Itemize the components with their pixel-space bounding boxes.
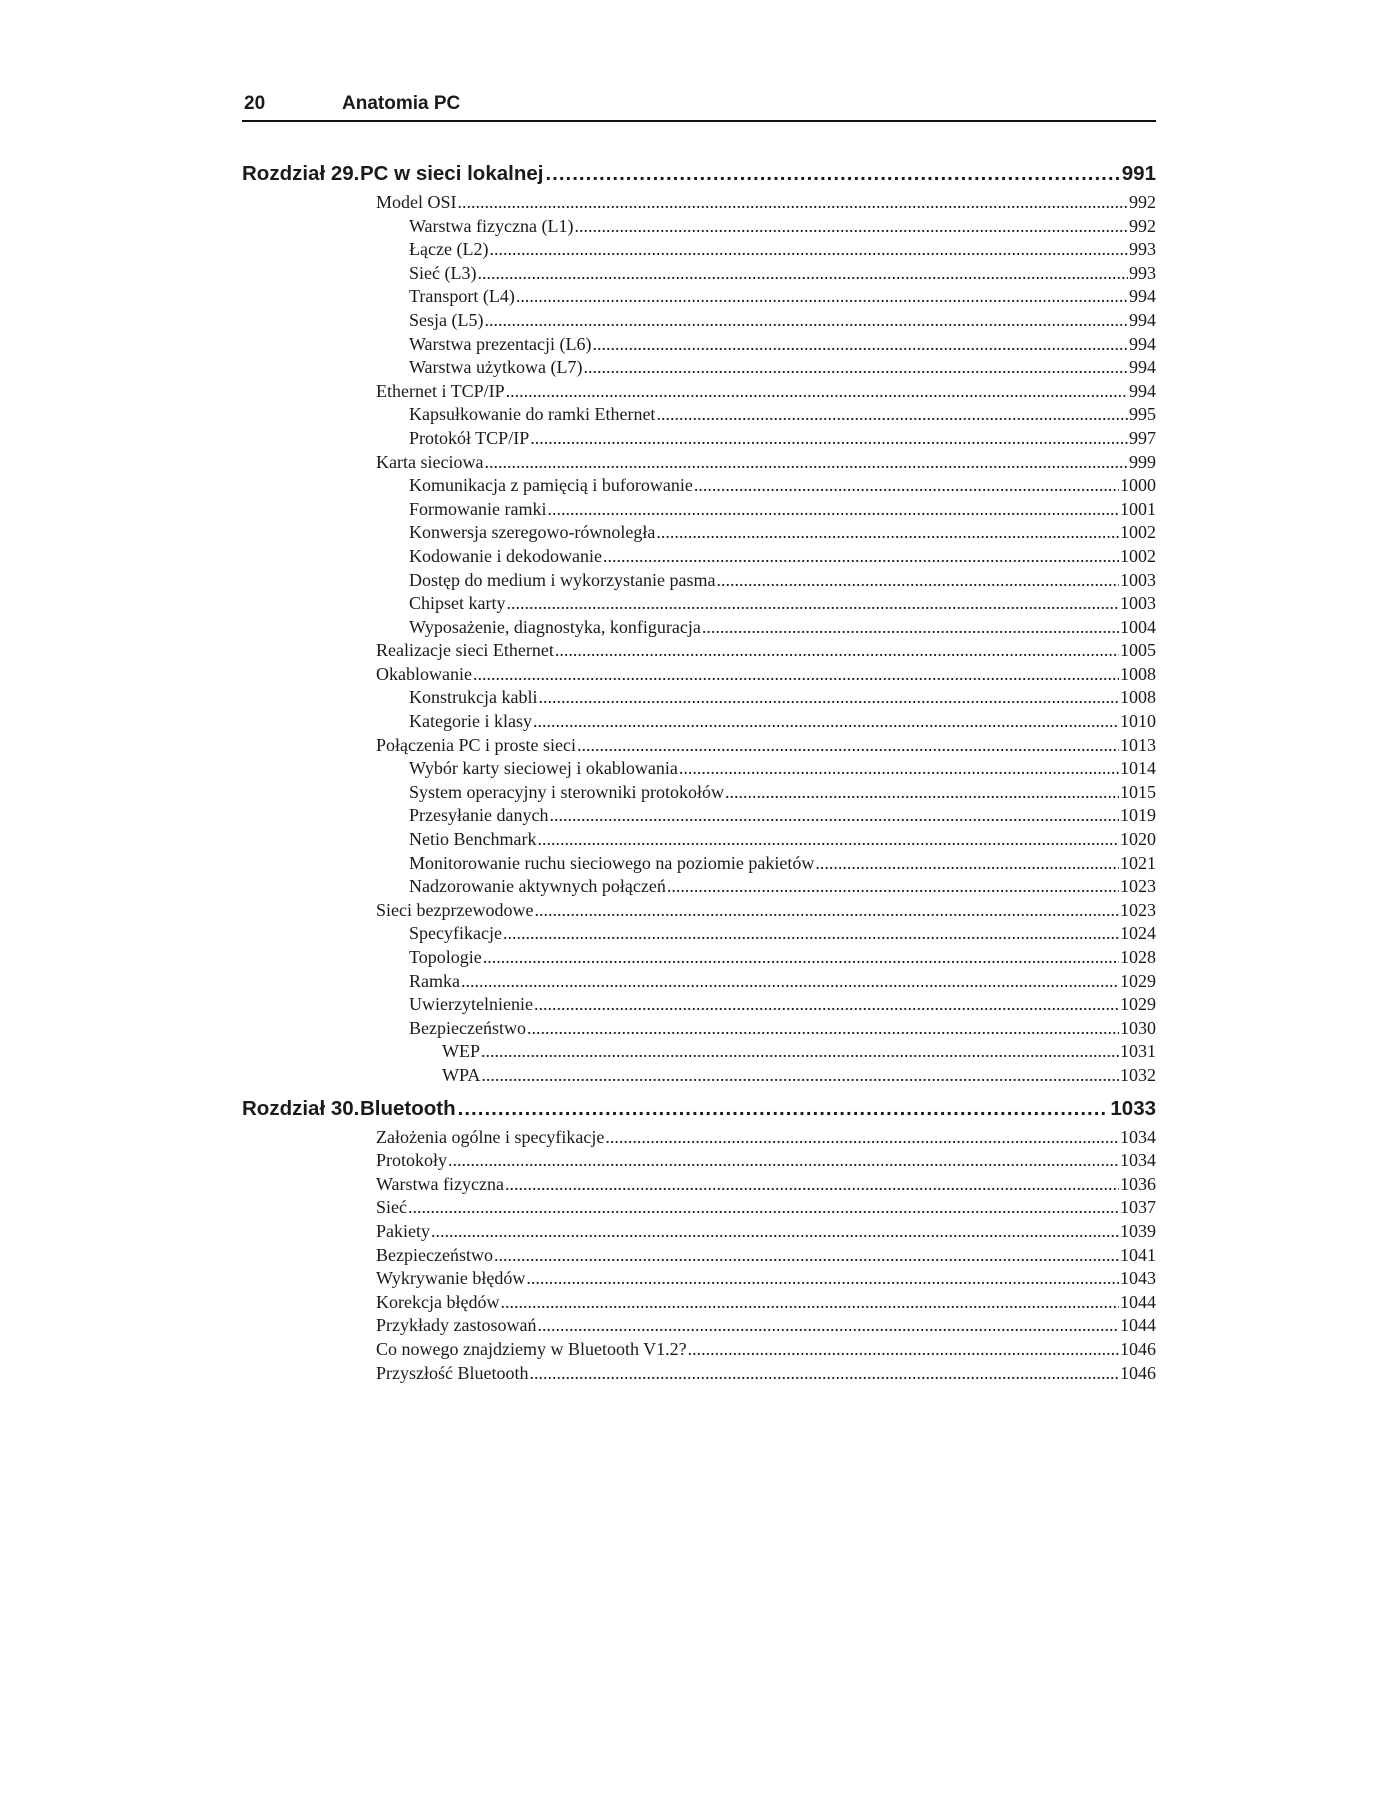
toc-entry[interactable] xyxy=(242,263,1156,287)
toc-entry-page: 994 xyxy=(1129,286,1156,307)
toc-entry[interactable] xyxy=(242,475,1156,499)
chapter-label: Rozdział 30. xyxy=(242,1096,360,1120)
toc-entry-page: 1019 xyxy=(1120,805,1156,826)
toc-entry-title: Realizacje sieci Ethernet xyxy=(376,640,554,661)
toc-entry-page: 1000 xyxy=(1120,475,1156,496)
toc-entry-page: 1024 xyxy=(1120,923,1156,944)
toc-entry-title: Wykrywanie błędów xyxy=(376,1268,526,1289)
toc-entry-page: 1002 xyxy=(1120,545,1156,566)
leader-dots xyxy=(547,499,1119,520)
toc-entry-page: 1023 xyxy=(1120,876,1156,897)
toc-entry[interactable] xyxy=(242,829,1156,853)
leader-dots xyxy=(603,546,1119,567)
toc-entry[interactable] xyxy=(242,782,1156,806)
toc-entry-title: Karta sieciowa xyxy=(376,451,484,472)
toc-entry-page: 1034 xyxy=(1120,1150,1156,1171)
toc-entry-title: Przyszłość Bluetooth xyxy=(376,1362,529,1383)
toc-entry[interactable] xyxy=(242,216,1156,240)
toc-entry-title: Przykłady zastosowań xyxy=(376,1315,537,1336)
toc-entry[interactable] xyxy=(242,192,1156,216)
leader-dots xyxy=(679,758,1119,779)
leader-dots xyxy=(481,1065,1119,1086)
toc-entry-title: Warstwa prezentacji (L6) xyxy=(409,333,592,354)
leader-dots xyxy=(592,334,1128,355)
toc-entry[interactable] xyxy=(242,1065,1156,1089)
toc-entry-title: System operacyjny i sterowniki protokołów xyxy=(409,781,724,802)
leader-dots xyxy=(656,522,1119,543)
toc-entry-page: 1008 xyxy=(1120,663,1156,684)
leader-dots xyxy=(483,947,1119,968)
toc-entry-title: WPA xyxy=(442,1064,481,1085)
toc-entry[interactable] xyxy=(242,357,1156,381)
toc-entry[interactable] xyxy=(242,758,1156,782)
toc-entry[interactable] xyxy=(242,593,1156,617)
leader-dots xyxy=(516,286,1128,307)
toc-entry-title: Warstwa fizyczna (L1) xyxy=(409,215,574,236)
toc-entry-title: Kategorie i klasy xyxy=(409,711,532,732)
toc-entry-title: Nadzorowanie aktywnych połączeń xyxy=(409,876,666,897)
toc-entry-title: Co nowego znajdziemy w Bluetooth V1.2? xyxy=(376,1338,687,1359)
leader-dots xyxy=(481,1041,1119,1062)
leader-dots xyxy=(702,617,1119,638)
toc-entry-title: Ramka xyxy=(409,970,460,991)
toc-entry-page: 995 xyxy=(1129,404,1156,425)
toc-entry-page: 1044 xyxy=(1120,1315,1156,1336)
toc-entry-page: 1034 xyxy=(1120,1126,1156,1147)
toc-entry-page: 1021 xyxy=(1120,852,1156,873)
toc-entry[interactable] xyxy=(242,735,1156,759)
toc-entry-page: 993 xyxy=(1129,262,1156,283)
leader-dots xyxy=(574,216,1128,237)
chapter-heading[interactable] xyxy=(242,1097,1156,1127)
leader-dots xyxy=(527,1018,1119,1039)
toc-entry-page: 1005 xyxy=(1120,640,1156,661)
toc-entry-title: Sieć xyxy=(376,1197,407,1218)
toc-entry-page: 1002 xyxy=(1120,522,1156,543)
toc-entry-title: Sesja (L5) xyxy=(409,309,484,330)
leader-dots xyxy=(555,640,1119,661)
toc-entry-page: 1029 xyxy=(1120,994,1156,1015)
toc-entry[interactable] xyxy=(242,452,1156,476)
leader-dots xyxy=(529,1363,1119,1384)
leader-dots xyxy=(577,735,1119,756)
toc-entry-title: Model OSI xyxy=(376,192,457,212)
toc-entry[interactable] xyxy=(242,1127,1156,1151)
toc-entry[interactable] xyxy=(242,687,1156,711)
toc-entry[interactable] xyxy=(242,900,1156,924)
toc-entry-page: 1013 xyxy=(1120,734,1156,755)
toc-entry-page: 1037 xyxy=(1120,1197,1156,1218)
toc-entry-title: Protokół TCP/IP xyxy=(409,427,530,448)
leader-dots xyxy=(507,593,1120,614)
leader-dots xyxy=(458,1097,1109,1121)
toc-entry-title: Monitorowanie ruchu sieciowego na poziomie pakietów xyxy=(409,852,815,873)
toc-entry-page: 1028 xyxy=(1120,947,1156,967)
leader-dots xyxy=(537,829,1119,850)
leader-dots xyxy=(503,923,1119,944)
toc-entry[interactable] xyxy=(242,640,1156,664)
leader-dots xyxy=(656,404,1128,425)
toc-entry[interactable] xyxy=(242,546,1156,570)
toc-entry[interactable] xyxy=(242,570,1156,594)
toc-entry-title: Warstwa użytkowa (L7) xyxy=(409,357,583,378)
toc-entry-page: 1030 xyxy=(1120,1017,1156,1038)
toc-entry-title: Konwersja szeregowo-równoległa xyxy=(409,522,656,543)
leader-dots xyxy=(688,1339,1119,1360)
leader-dots xyxy=(473,664,1119,685)
toc-entry[interactable] xyxy=(242,971,1156,995)
toc-entry[interactable] xyxy=(242,1197,1156,1221)
toc-entry-title: Przesyłanie danych xyxy=(409,805,549,826)
toc-entry-title: Protokoły xyxy=(376,1150,448,1171)
leader-dots xyxy=(538,687,1119,708)
toc-entry-page: 1023 xyxy=(1120,899,1156,920)
toc-entry[interactable] xyxy=(242,1041,1156,1065)
leader-dots xyxy=(477,263,1128,284)
leader-dots xyxy=(815,853,1119,874)
toc-entry-title: Warstwa fizyczna xyxy=(376,1173,504,1194)
leader-dots xyxy=(545,162,1119,186)
leader-dots xyxy=(605,1127,1119,1148)
toc-entry-page: 999 xyxy=(1129,451,1156,472)
toc-entry-page: 1031 xyxy=(1120,1041,1156,1062)
toc-entry[interactable] xyxy=(242,947,1156,971)
toc-entry[interactable] xyxy=(242,428,1156,452)
toc-entry-page: 1046 xyxy=(1120,1362,1156,1383)
toc-entry[interactable] xyxy=(242,1315,1156,1339)
chapter-title: PC w sieci lokalnej xyxy=(360,162,544,185)
toc-entry-title: Transport (L4) xyxy=(409,286,515,307)
toc-entry-page: 994 xyxy=(1129,357,1156,378)
toc-entry-page: 1003 xyxy=(1120,569,1156,590)
toc-entry[interactable] xyxy=(242,805,1156,829)
toc-entry-page: 993 xyxy=(1129,239,1156,260)
leader-dots xyxy=(506,381,1128,402)
chapter-heading[interactable] xyxy=(242,162,1156,192)
table-of-contents xyxy=(242,162,1156,1386)
toc-entry[interactable] xyxy=(242,1221,1156,1245)
toc-entry-title: Korekcja błędów xyxy=(376,1291,500,1312)
leader-dots xyxy=(431,1221,1119,1242)
leader-dots xyxy=(500,1292,1119,1313)
toc-entry[interactable] xyxy=(242,1292,1156,1316)
toc-entry-page: 994 xyxy=(1129,333,1156,354)
toc-entry-page: 1015 xyxy=(1120,781,1156,802)
toc-entry-title: Sieci bezprzewodowe xyxy=(376,899,534,920)
leader-dots xyxy=(694,475,1119,496)
toc-entry-title: Wybór karty sieciowej i okablowania xyxy=(409,758,678,779)
toc-entry-title: Bezpieczeństwo xyxy=(409,1017,526,1038)
toc-entry[interactable] xyxy=(242,286,1156,310)
toc-entry[interactable] xyxy=(242,1150,1156,1174)
toc-entry-title: Połączenia PC i proste sieci xyxy=(376,734,576,755)
leader-dots xyxy=(534,994,1119,1015)
toc-entry-title: Formowanie ramki xyxy=(409,498,547,519)
book-title: Anatomia PC xyxy=(342,93,461,114)
toc-entry-page: 1043 xyxy=(1120,1268,1156,1289)
chapter-label: Rozdział 29. xyxy=(242,162,360,185)
toc-entry-page: 997 xyxy=(1129,427,1156,448)
chapter-page: 1033 xyxy=(1110,1096,1156,1120)
leader-dots xyxy=(448,1150,1119,1171)
leader-dots xyxy=(537,1315,1119,1336)
toc-entry[interactable] xyxy=(242,923,1156,947)
toc-entry-page: 1001 xyxy=(1120,498,1156,519)
toc-entry[interactable] xyxy=(242,876,1156,900)
leader-dots xyxy=(408,1197,1119,1218)
toc-entry-page: 992 xyxy=(1129,215,1156,236)
toc-entry[interactable] xyxy=(242,334,1156,358)
toc-entry[interactable] xyxy=(242,1245,1156,1269)
chapter-gap xyxy=(242,1089,1156,1097)
toc-entry[interactable] xyxy=(242,1339,1156,1363)
toc-entry-title: Wyposażenie, diagnostyka, konfiguracja xyxy=(409,616,701,637)
toc-entry[interactable] xyxy=(242,310,1156,334)
running-header xyxy=(242,90,1156,122)
toc-entry-page: 994 xyxy=(1129,380,1156,401)
toc-entry[interactable] xyxy=(242,711,1156,735)
leader-dots xyxy=(584,357,1129,378)
leader-dots xyxy=(484,310,1128,331)
toc-entry-title: Kapsułkowanie do ramki Ethernet xyxy=(409,404,656,425)
toc-entry-title: Komunikacja z pamięcią i buforowanie xyxy=(409,475,693,496)
toc-entry-page: 1046 xyxy=(1120,1338,1156,1359)
toc-entry-title: Pakiety xyxy=(376,1220,430,1241)
toc-entry-title: Okablowanie xyxy=(376,663,472,684)
leader-dots xyxy=(534,900,1119,921)
toc-entry-title: Uwierzytelnienie xyxy=(409,994,533,1015)
toc-entry[interactable] xyxy=(242,381,1156,405)
page-number: 20 xyxy=(244,93,266,114)
leader-dots xyxy=(484,452,1128,473)
toc-entry-page: 1010 xyxy=(1120,711,1156,732)
toc-entry-page: 1036 xyxy=(1120,1173,1156,1194)
toc-entry[interactable] xyxy=(242,1018,1156,1042)
leader-dots xyxy=(533,711,1119,732)
chapter-page: 991 xyxy=(1121,162,1156,185)
toc-entry[interactable] xyxy=(242,1268,1156,1292)
toc-entry-title: Chipset karty xyxy=(409,593,506,614)
toc-entry-title: Bezpieczeństwo xyxy=(376,1244,493,1265)
toc-entry-title: Ethernet i TCP/IP xyxy=(376,380,505,401)
toc-entry[interactable] xyxy=(242,664,1156,688)
toc-entry-title: Topologie xyxy=(409,947,482,967)
toc-entry-title: Specyfikacje xyxy=(409,923,502,944)
toc-entry-title: Sieć (L3) xyxy=(409,262,477,283)
toc-entry[interactable] xyxy=(242,404,1156,428)
leader-dots xyxy=(461,971,1119,992)
toc-entry-page: 1032 xyxy=(1120,1064,1156,1085)
toc-entry[interactable] xyxy=(242,522,1156,546)
toc-entry-title: Kodowanie i dekodowanie xyxy=(409,545,602,566)
toc-entry-title: Łącze (L2) xyxy=(409,239,489,260)
toc-entry[interactable] xyxy=(242,1174,1156,1198)
toc-entry-title: Dostęp do medium i wykorzystanie pasma xyxy=(409,569,716,590)
toc-entry-page: 1029 xyxy=(1120,970,1156,991)
toc-entry[interactable] xyxy=(242,853,1156,877)
toc-entry-page: 1008 xyxy=(1120,687,1156,708)
chapter-title: Bluetooth xyxy=(360,1096,456,1120)
toc-entry[interactable] xyxy=(242,239,1156,263)
leader-dots xyxy=(530,428,1128,449)
toc-entry-page: 994 xyxy=(1129,309,1156,330)
toc-entry-title: WEP xyxy=(442,1041,480,1062)
leader-dots xyxy=(489,239,1128,260)
leader-dots xyxy=(549,805,1119,826)
leader-dots xyxy=(667,876,1119,897)
toc-entry[interactable] xyxy=(242,617,1156,641)
toc-entry-page: 1014 xyxy=(1120,758,1156,779)
toc-entry-title: Założenia ogólne i specyfikacje xyxy=(376,1126,605,1147)
leader-dots xyxy=(526,1268,1119,1289)
leader-dots xyxy=(458,192,1129,213)
toc-entry-page: 1020 xyxy=(1120,829,1156,850)
leader-dots xyxy=(505,1174,1119,1195)
leader-dots xyxy=(716,570,1119,591)
toc-entry-title: Netio Benchmark xyxy=(409,829,537,850)
leader-dots xyxy=(725,782,1119,803)
toc-entry-page: 1039 xyxy=(1120,1220,1156,1241)
toc-entry-page: 1044 xyxy=(1120,1291,1156,1312)
toc-entry-page: 1004 xyxy=(1120,616,1156,637)
toc-entry-page: 992 xyxy=(1129,192,1156,212)
toc-entry[interactable] xyxy=(242,1363,1156,1387)
leader-dots xyxy=(494,1245,1119,1266)
toc-entry[interactable] xyxy=(242,499,1156,523)
toc-entry[interactable] xyxy=(242,994,1156,1018)
toc-entry-title: Konstrukcja kabli xyxy=(409,687,538,708)
toc-entry-page: 1003 xyxy=(1120,593,1156,614)
toc-entry-page: 1041 xyxy=(1120,1244,1156,1265)
